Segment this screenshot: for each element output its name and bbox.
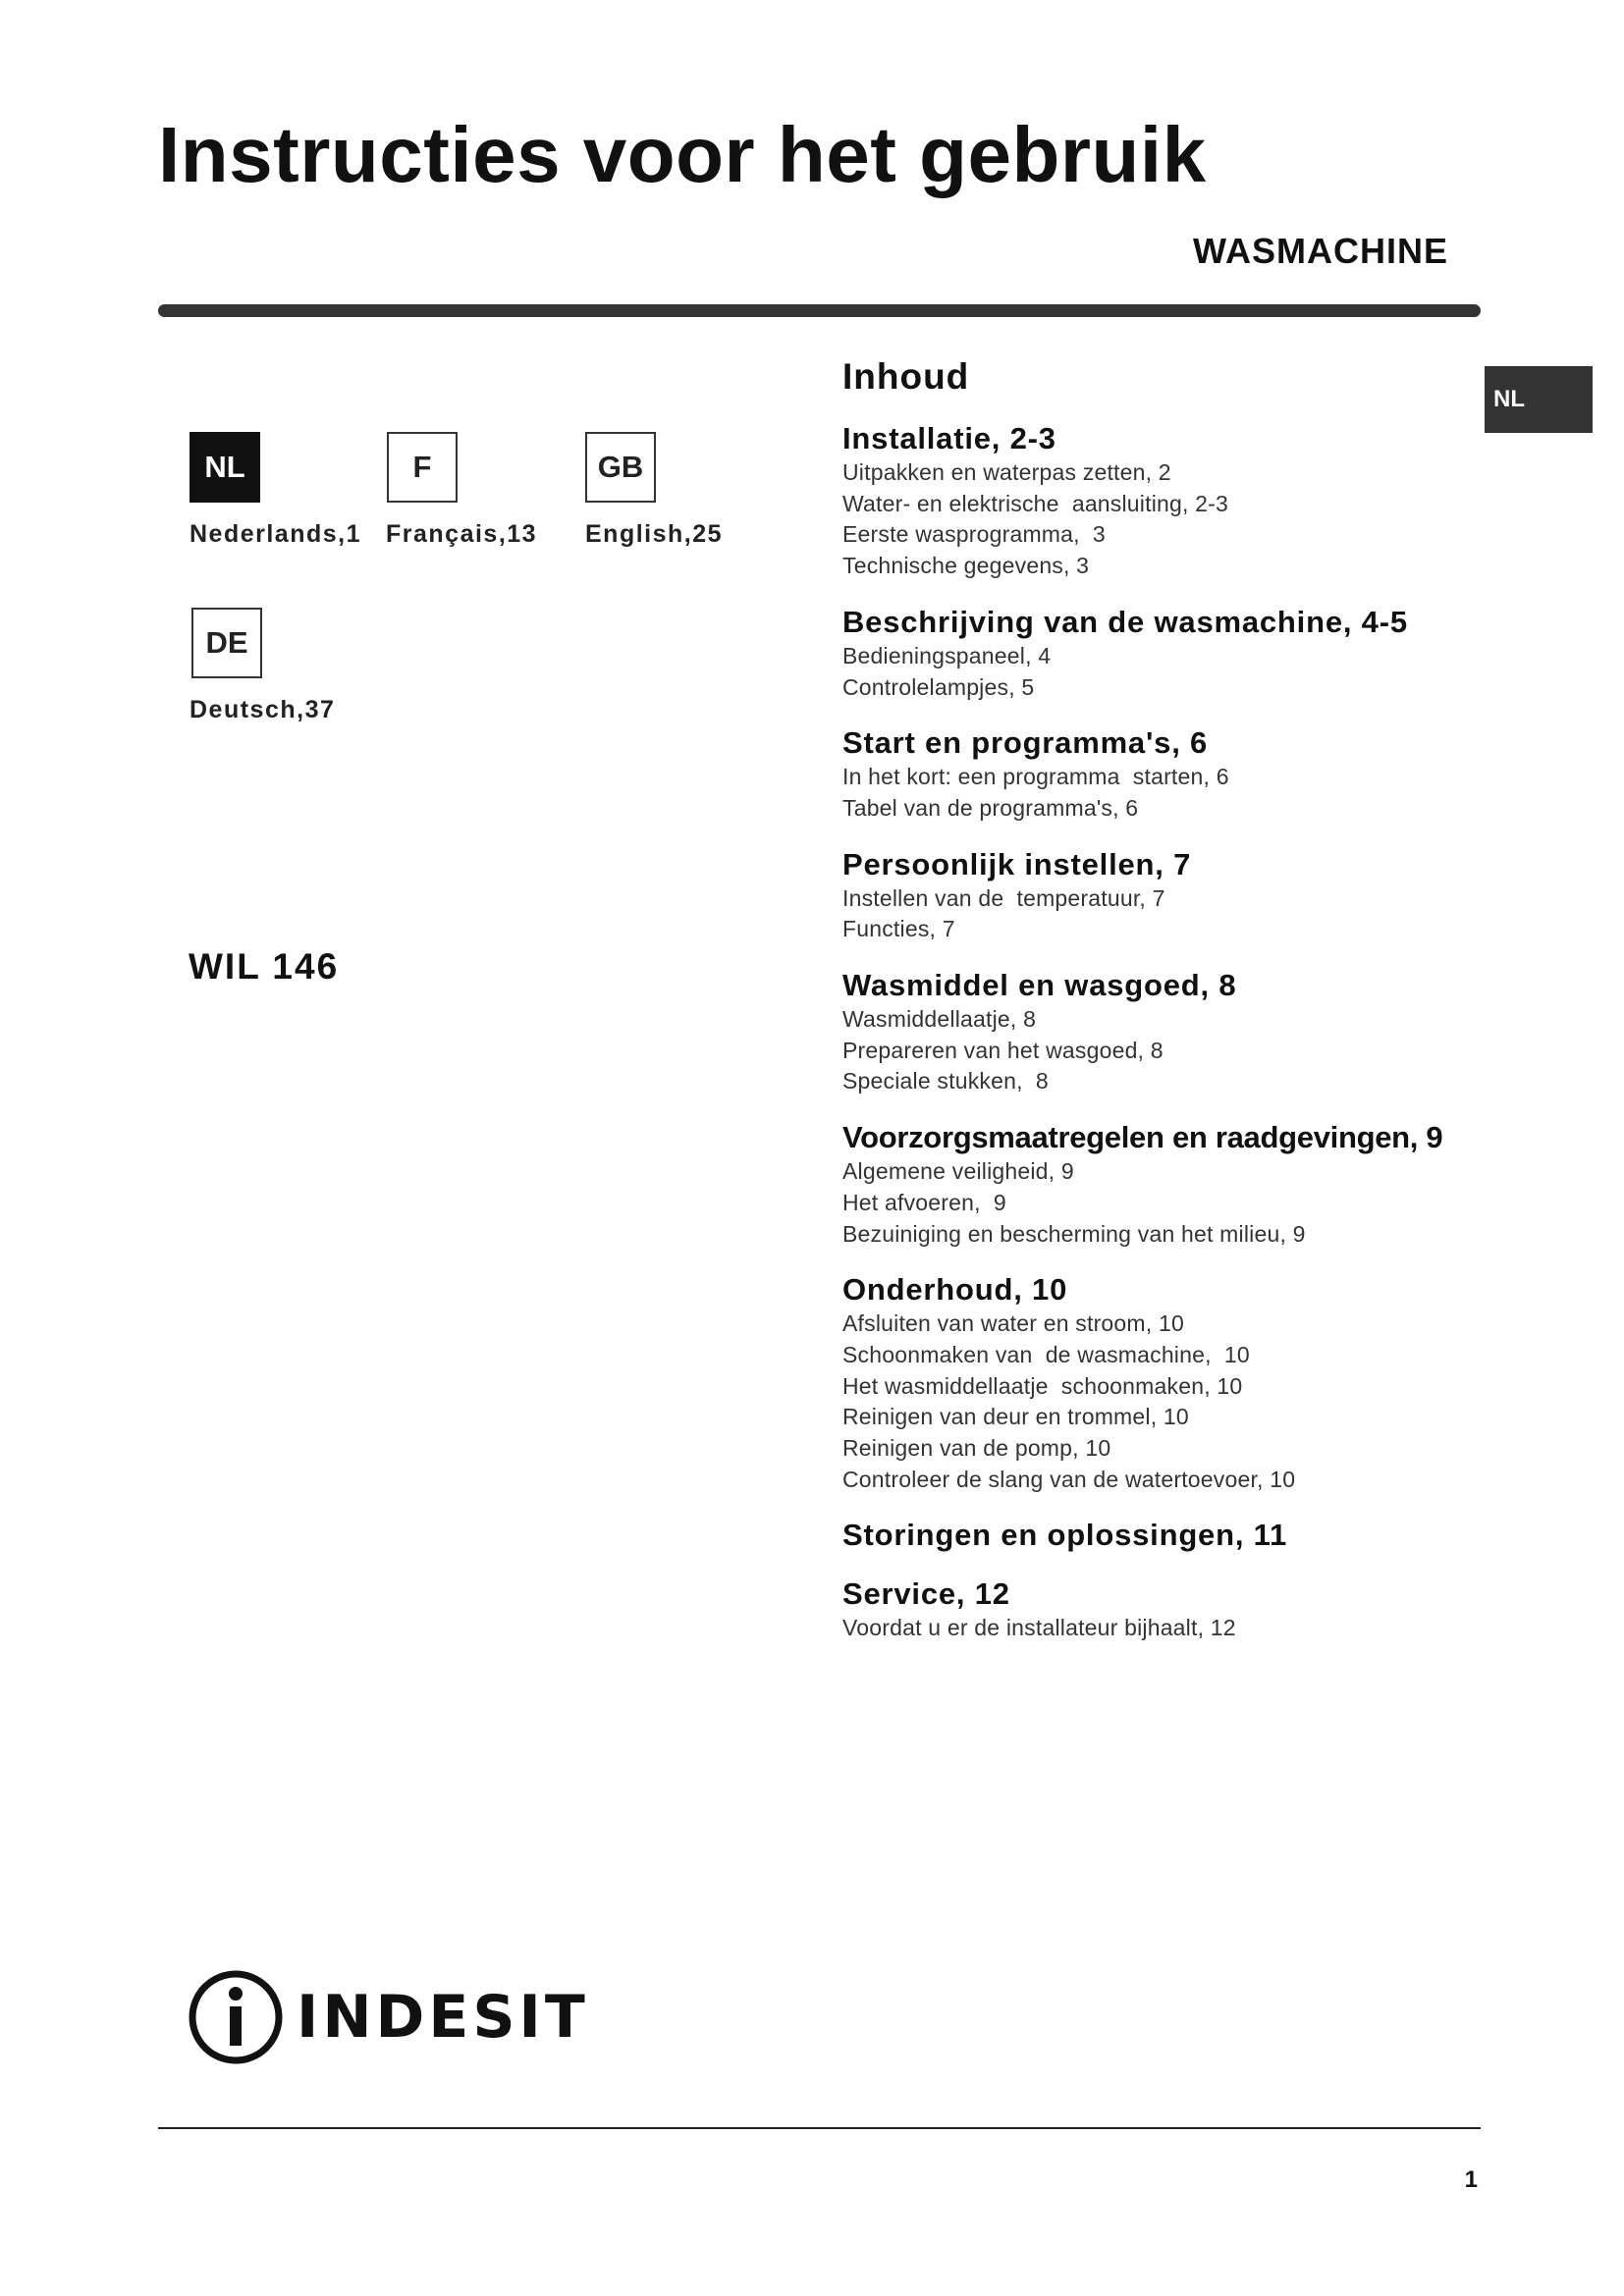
- toc-item[interactable]: Controleer de slang van de watertoevoer, 10: [842, 1466, 1296, 1492]
- toc-item[interactable]: Bezuiniging en bescherming van het milieu, 9: [842, 1220, 1306, 1247]
- toc-section-voorzorgsmaatregelen: [842, 1119, 1490, 1250]
- toc-section-wasmiddel: [842, 967, 1490, 1097]
- brand-wordmark: INDESIT: [297, 1983, 589, 2052]
- language-box-de[interactable]: DE: [191, 608, 262, 678]
- toc-item[interactable]: Voordat u er de installateur bijhaalt, 12: [842, 1615, 1236, 1641]
- language-side-tab: NL: [1485, 366, 1593, 433]
- toc-section-beschrijving: [842, 604, 1490, 703]
- toc-item[interactable]: Eerste wasprogramma, 3: [842, 521, 1106, 548]
- toc-item[interactable]: Prepareren van het wasgoed, 8: [842, 1037, 1164, 1063]
- toc-item[interactable]: Schoonmaken van de wasmachine, 10: [842, 1341, 1250, 1367]
- toc-item[interactable]: Bedieningspaneel, 4: [842, 642, 1052, 668]
- toc-item[interactable]: Wasmiddellaatje, 8: [842, 1006, 1037, 1033]
- toc-item[interactable]: Het wasmiddellaatje schoonmaken, 10: [842, 1372, 1243, 1399]
- toc-item[interactable]: Controlelampjes, 5: [842, 673, 1035, 700]
- language-label-de[interactable]: Deutsch,37: [189, 696, 336, 723]
- toc-item[interactable]: Tabel van de programma's, 6: [842, 794, 1139, 821]
- toc-section-title[interactable]: Onderhoud, 10: [842, 1272, 1068, 1308]
- page-number: 1: [1464, 2166, 1478, 2193]
- toc-item[interactable]: Reinigen van deur en trommel, 10: [842, 1404, 1189, 1430]
- language-box-f[interactable]: F: [387, 432, 458, 503]
- page-title: Instructies voor het gebruik: [158, 111, 1207, 198]
- toc-section-title[interactable]: Service, 12: [842, 1576, 1010, 1612]
- toc-item[interactable]: Uitpakken en waterpas zetten, 2: [842, 459, 1171, 485]
- toc-section-title[interactable]: Persoonlijk instellen, 7: [842, 846, 1192, 881]
- toc-section-title[interactable]: Beschrijving van de wasmachine, 4-5: [842, 604, 1408, 639]
- toc-section-onderhoud: [842, 1271, 1490, 1495]
- footer-divider: [158, 2127, 1481, 2129]
- toc-item[interactable]: Afsluiten van water en stroom, 10: [842, 1310, 1184, 1337]
- header-divider: [158, 304, 1481, 317]
- toc-section-start: [842, 724, 1490, 824]
- product-type: WASMACHINE: [1193, 231, 1448, 271]
- language-label-nl[interactable]: Nederlands,1: [189, 520, 362, 548]
- language-box-gb[interactable]: GB: [585, 432, 656, 503]
- toc-item[interactable]: Water- en elektrische aansluiting, 2-3: [842, 490, 1229, 516]
- toc-section-storingen: [842, 1517, 1490, 1554]
- model-number: WIL 146: [189, 946, 340, 987]
- table-of-contents: [842, 355, 1490, 1666]
- toc-item[interactable]: Functies, 7: [842, 916, 955, 942]
- toc-item[interactable]: Technische gegevens, 3: [842, 553, 1090, 579]
- toc-section-title[interactable]: Storingen en oplossingen, 11: [842, 1518, 1288, 1553]
- toc-item[interactable]: In het kort: een programma starten, 6: [842, 764, 1229, 790]
- toc-heading: Inhoud: [842, 356, 970, 397]
- language-label-gb[interactable]: English,25: [585, 520, 724, 548]
- toc-item[interactable]: Speciale stukken, 8: [842, 1068, 1049, 1095]
- toc-section-persoonlijk: [842, 846, 1490, 945]
- toc-item[interactable]: Het afvoeren, 9: [842, 1189, 1006, 1215]
- language-label-f[interactable]: Français,13: [386, 520, 538, 548]
- toc-section-title[interactable]: Wasmiddel en wasgoed, 8: [842, 968, 1237, 1003]
- language-box-nl[interactable]: NL: [189, 432, 260, 503]
- toc-section-title[interactable]: Start en programma's, 6: [842, 725, 1209, 761]
- toc-section-title[interactable]: Voorzorgsmaatregelen en raadgevingen, 9: [842, 1120, 1443, 1155]
- toc-section-installatie: [842, 420, 1490, 582]
- toc-item[interactable]: Instellen van de temperatuur, 7: [842, 884, 1165, 911]
- toc-item[interactable]: Reinigen van de pomp, 10: [842, 1435, 1111, 1462]
- indesit-logo: [187, 1968, 589, 2066]
- toc-section-service: [842, 1575, 1490, 1644]
- toc-section-title[interactable]: Installatie, 2-3: [842, 421, 1056, 455]
- toc-item[interactable]: Algemene veiligheid, 9: [842, 1158, 1074, 1185]
- indesit-circle-i-icon: [187, 1968, 285, 2066]
